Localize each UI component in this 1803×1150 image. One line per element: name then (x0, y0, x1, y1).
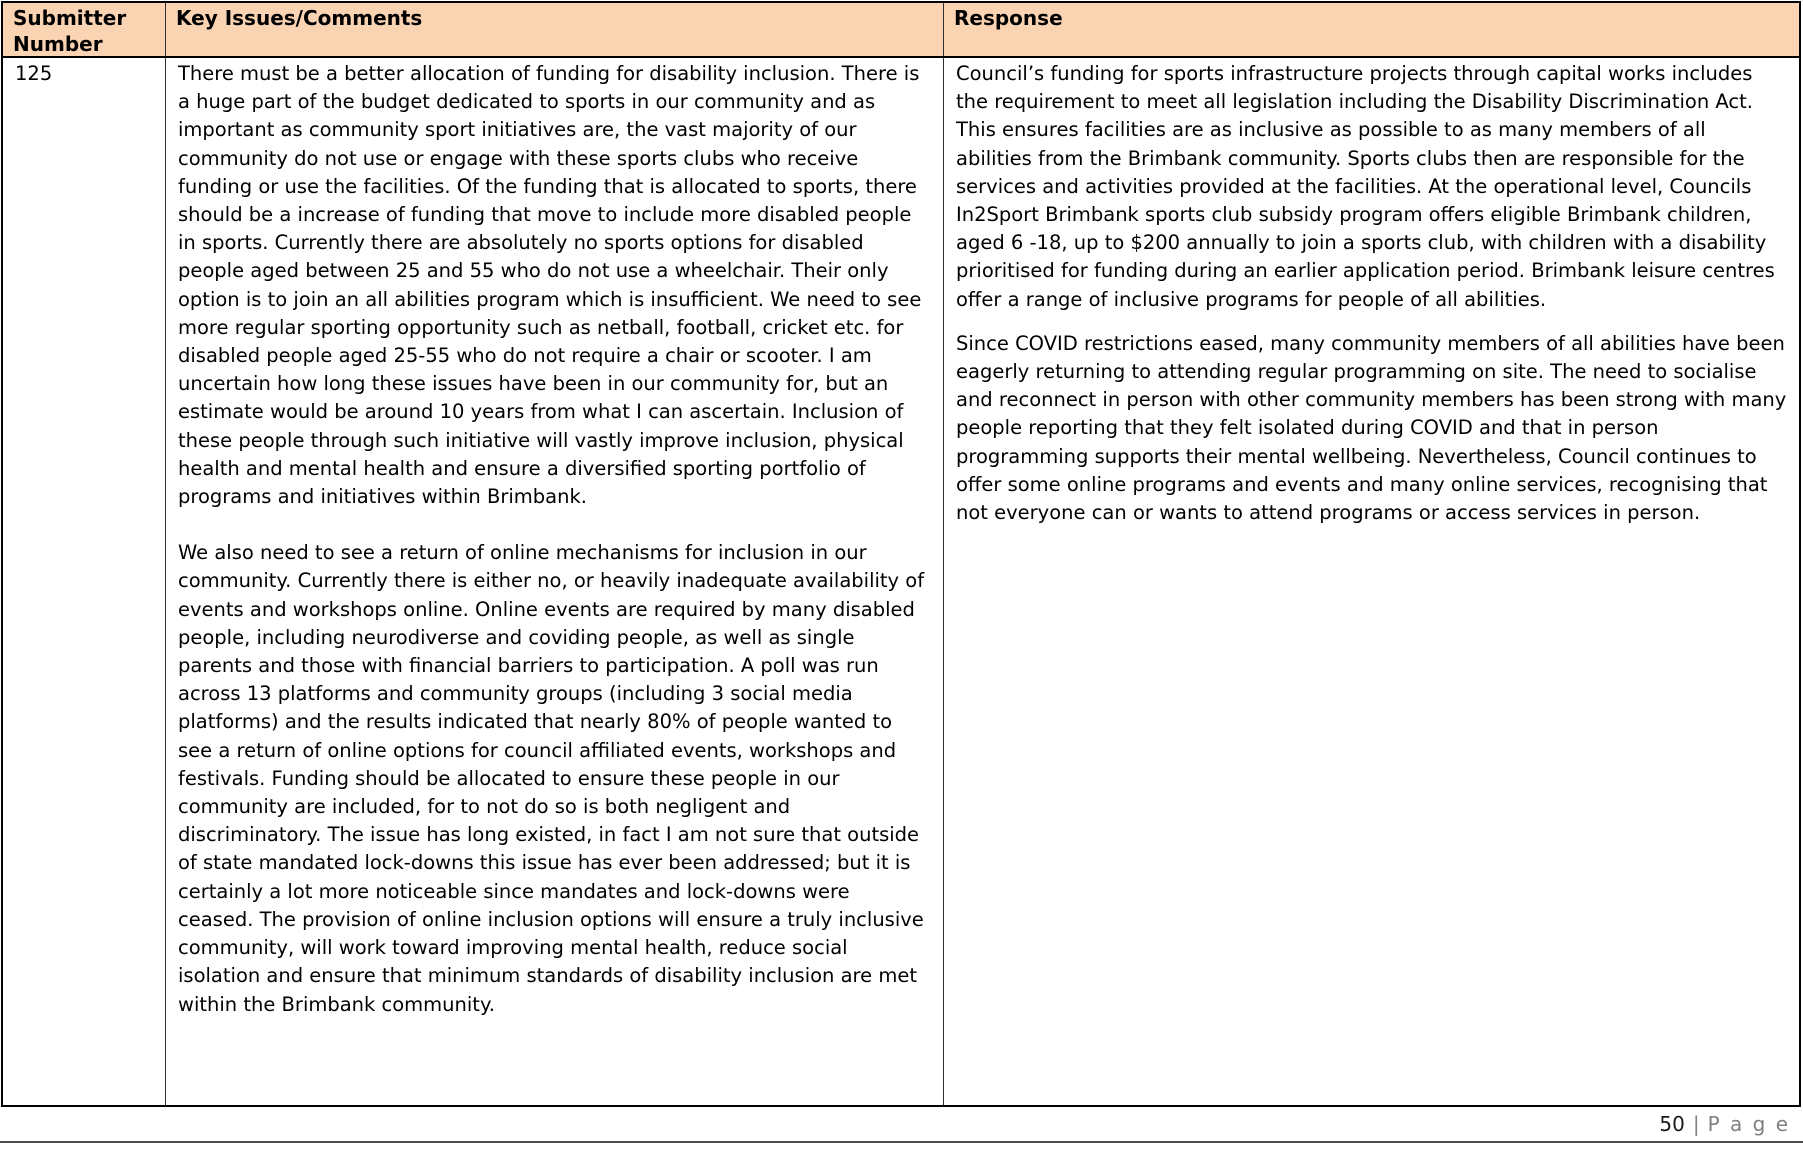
response-paragraph-2: Since COVID restrictions eased, many community members of all abilities have been eagerly returning to attending regular programming on site. The need to socialise and reconnect in person with other community members has been strong with many people reporting that they felt isolated during COVID and that in person programming supports their mental wellbeing. Nevertheless, Council continues to offer some online programs and events and many online services, recognising that not everyone can or wants to attend programs or access services in person. (956, 331, 1787, 525)
column-header-key-issues: Key Issues/Comments (166, 3, 944, 56)
column-header-response: Response (954, 6, 1063, 30)
key-issues-paragraph-1: There must be a better allocation of funding for disability inclusion. There is a huge part of the budget dedicated to sports in our community and as important as community sport initiatives are, the vast majority of our community do not use or engage with these sports clubs who receive funding or use the facilities. Of the funding that is allocated to sports, there should be a increase of funding that move to include more disabled people in sports. Currently there are absolutely no sports options for disabled people aged between 25 and 55 who do not use a wheelchair. Their only option is to join an all abilities program which is insufficient. We need to see more regular sporting opportunity such as netball, football, cricket etc. for disabled people aged 25-55 who do not require a chair or scooter. I am uncertain how long these issues have been in our community for, but an estimate would be around 10 years from what I can ascertain. Inclusion of these people through such initiative will vastly improve inclusion, physical health and mental health and ensure a diversified sporting portfolio of programs and initiatives within Brimbank. (178, 62, 922, 509)
cell-response (944, 58, 1799, 1105)
submissions-table (1, 1, 1801, 1107)
table-header-row (3, 3, 1799, 58)
footer-separator: | (1692, 1112, 1700, 1136)
cell-key-issues (166, 58, 944, 1105)
table-row (3, 58, 1799, 1105)
column-header-submitter-number: Submitter Number (3, 3, 166, 56)
page-number: 50 (1659, 1112, 1685, 1136)
page-footer (0, 1107, 1803, 1143)
cell-submitter-number: 125 (3, 58, 166, 1105)
page-label: P a g e (1707, 1112, 1790, 1136)
key-issues-paragraph-2: We also need to see a return of online mechanisms for inclusion in our community. Currently there is either no, or heavily inadequate availability of events and workshops online. Online events are required by many disabled people, including neurodiverse and coviding people, as well as single parents and those with financial barriers to participation. A poll was run across 13 platforms and community groups (including 3 social media platforms) and the results indicated that nearly 80% of people wanted to see a return of online options for council affiliated events, workshops and festivals. Funding should be allocated to ensure these people in our community are included, for to not do so is both negligent and discriminatory. The issue has long existed, in fact I am not sure that outside of state mandated lock-downs this issue has ever been addressed; but it is certainly a lot more noticeable since mandates and lock-downs were ceased. The provision of online inclusion options will ensure a truly inclusive community, will work toward improving mental health, reduce social isolation and ensure that minimum standards of disability inclusion are met within the Brimbank community. (178, 541, 925, 1016)
response-paragraph-1: Council’s funding for sports infrastructure projects through capital works includes the requirement to meet all legislation including the Disability Discrimination Act. This ensures facilities are as inclusive as possible to as many members of all abilities from the Brimbank community. Sports clubs then are responsible for the services and activities provided at the facilities. At the operational level, Councils In2Sport Brimbank sports club subsidy program offers eligible Brimbank children, aged 6 -18, up to $200 annually to join a sports club, with children with a disability prioritised for funding during an earlier application period. Brimbank leisure centres offer a range of inclusive programs for people of all abilities. (956, 62, 1775, 311)
